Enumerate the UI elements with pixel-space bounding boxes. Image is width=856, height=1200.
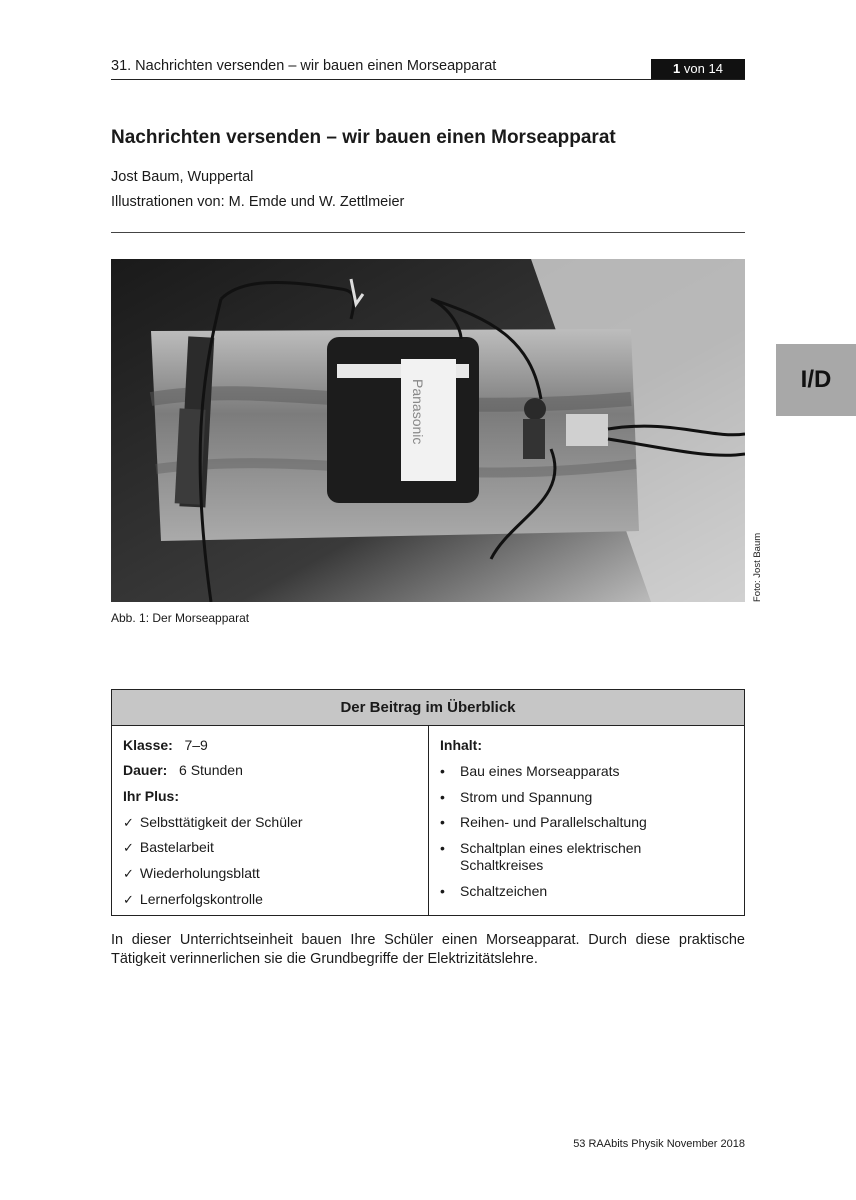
article-title: Nachrichten versenden – wir bauen einen Morseapparat [111, 127, 616, 148]
bullet-icon: • [440, 763, 445, 779]
klasse-value: 7–9 [184, 737, 208, 753]
page-footer: 53 RAAbits Physik November 2018 [573, 1138, 745, 1150]
page-total: von 14 [683, 61, 723, 76]
inhalt-item: Strom und Spannung [460, 789, 593, 805]
klasse-label: Klasse: [123, 737, 173, 753]
page-current: 1 [673, 61, 681, 76]
bullet-icon: • [440, 883, 445, 899]
terminal-block [566, 414, 608, 446]
intro-paragraph: In dieser Unterrichtseinheit bauen Ihre Schüler einen Morseapparat. Durch diese praktische Tätigkeit verinnerlichen sie die Grundbegriffe der Elektrizitätslehre. [111, 932, 745, 967]
photo-credit: Foto: Jost Baum [752, 532, 763, 602]
bullet-icon: • [440, 840, 445, 856]
checkmark-icon: ✓ [123, 815, 134, 830]
overview-column-divider [428, 726, 429, 915]
title-divider [111, 232, 745, 233]
morse-apparatus-photo [111, 259, 745, 602]
figure-caption: Abb. 1: Der Morseapparat [111, 611, 250, 625]
page-indicator [651, 59, 745, 79]
inhalt-item: Schaltzeichen [460, 883, 548, 899]
inhalt-item: Bau eines Morseapparats [460, 763, 620, 779]
author-line: Jost Baum, Wuppertal [111, 169, 254, 185]
inhalt-label: Inhalt: [440, 737, 482, 753]
plus-item: ✓ Lernerfolgskontrolle [123, 891, 263, 907]
overview-box [111, 689, 745, 916]
dauer-value: 6 Stunden [179, 762, 243, 778]
illustrators-line: Illustrationen von: M. Emde und W. Zettlmeier [111, 194, 405, 210]
plus-item: ✓ Bastelarbeit [123, 839, 214, 855]
plus-label: Ihr Plus: [123, 788, 180, 804]
plus-item: ✓ Wiederholungsblatt [123, 865, 260, 881]
running-title: 31. Nachrichten versenden – wir bauen einen Morseapparat [111, 58, 497, 74]
bullet-icon: • [440, 789, 445, 805]
photo-graphic [111, 259, 745, 602]
bullet-icon: • [440, 814, 445, 830]
klasse-row [123, 737, 208, 753]
inhalt-item: Schaltplan eines elektrischen [460, 840, 642, 856]
checkmark-icon: ✓ [123, 840, 134, 855]
dauer-label: Dauer: [123, 762, 168, 778]
overview-heading: Der Beitrag im Überblick [112, 690, 744, 726]
plus-item: ✓ Selbsttätigkeit der Schüler [123, 814, 303, 830]
buzzer [524, 398, 546, 420]
section-tab: I/D [776, 344, 856, 416]
dauer-row [123, 762, 243, 778]
checkmark-icon: ✓ [123, 892, 134, 907]
checkmark-icon: ✓ [123, 866, 134, 881]
inhalt-item-continued: Schaltkreises [460, 857, 544, 873]
battery-brand: Panasonic [410, 379, 426, 445]
header-divider [111, 79, 745, 80]
inhalt-item: Reihen- und Parallelschaltung [460, 814, 647, 830]
